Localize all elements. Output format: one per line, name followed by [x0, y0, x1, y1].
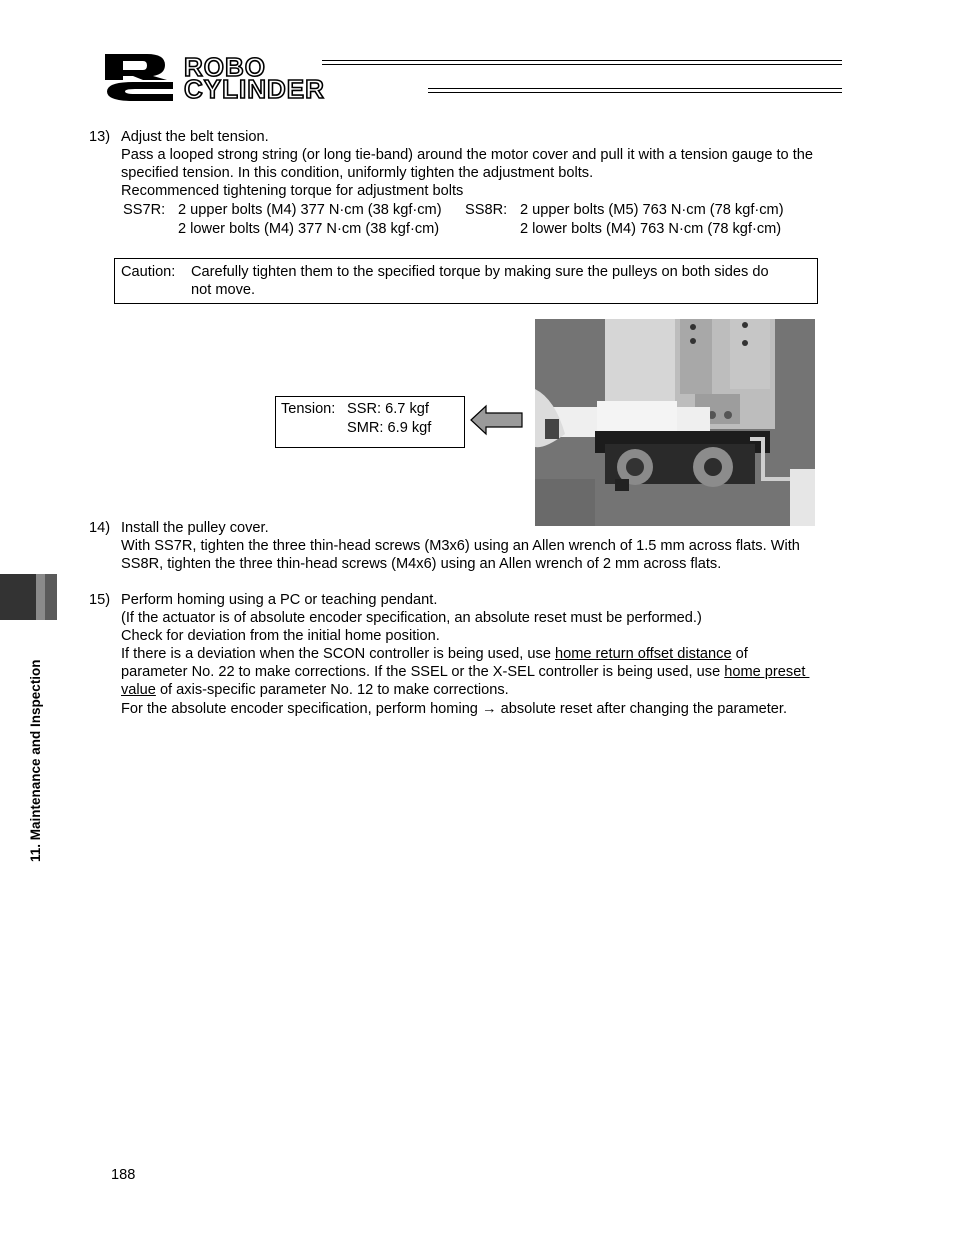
- tension-label: Tension:: [281, 401, 336, 417]
- torque-value: 2 lower bolts (M4) 763 N·cm (78 kgf·cm): [520, 221, 782, 237]
- step-number: 13): [89, 129, 111, 145]
- rc-logo-mark: [103, 52, 179, 102]
- paragraph-line: Pass a looped strong string (or long tie-band) around the motor cover and pull it with a tension gauge to the: [121, 147, 813, 163]
- model-label-ss7r: SS7R:: [123, 202, 166, 218]
- text-span: parameter No. 22 to make corrections. If the SSEL or the X-SEL controller is being used, use: [121, 664, 725, 680]
- model-label-ss8r: SS8R:: [465, 202, 508, 218]
- caution-text: Carefully tighten them to the specified torque by making sure the pulleys on both sides do: [191, 264, 769, 280]
- chapter-tab-stripe: [36, 574, 45, 620]
- paragraph-line: [121, 645, 748, 663]
- paragraph-line: Check for deviation from the initial home position.: [121, 628, 440, 644]
- header-rule-bottom: [428, 88, 842, 93]
- paragraph-line: For the absolute encoder specification, perform homing → absolute reset after changing the parameter.: [121, 701, 788, 717]
- step-number: 14): [89, 520, 111, 536]
- chapter-tab-stripe: [45, 574, 57, 620]
- step-title: Adjust the belt tension.: [121, 129, 269, 145]
- parameter-term: value: [121, 682, 156, 698]
- actuator-belt-photo: [535, 319, 815, 526]
- paragraph-line: With SS7R, tighten the three thin-head screws (M3x6) using an Allen wrench of 1.5 mm across flats. With: [121, 538, 800, 554]
- paragraph-line: Recommenced tightening torque for adjustment bolts: [121, 183, 464, 199]
- chapter-label: 11. Maintenance and Inspection: [28, 659, 43, 862]
- caution-text: not move.: [191, 282, 256, 298]
- header-rule-top: [322, 60, 842, 65]
- tension-value: SSR: 6.7 kgf: [347, 401, 429, 417]
- logo-word-cylinder: CYLINDER: [184, 74, 325, 104]
- parameter-term: home return offset distance: [555, 646, 732, 662]
- paragraph-line: specified tension. In this condition, uniformly tighten the adjustment bolts.: [121, 165, 594, 181]
- chapter-tab: [0, 574, 36, 620]
- step-title: Perform homing using a PC or teaching pendant.: [121, 592, 438, 608]
- arrow-left-icon: [470, 404, 524, 436]
- paragraph-line: (If the actuator is of absolute encoder specification, an absolute reset must be performed.): [121, 610, 702, 626]
- caution-label: Caution:: [121, 264, 176, 280]
- paragraph-line: [121, 681, 509, 699]
- torque-value: 2 lower bolts (M4) 377 N·cm (38 kgf·cm): [178, 221, 440, 237]
- logo-word-robo: ROBO: [184, 52, 266, 82]
- paragraph-line: SS8R, tighten the three thin-head screws (M4x6) using an Allen wrench of 2 mm across flats.: [121, 556, 722, 572]
- text-span: of: [731, 646, 748, 662]
- parameter-term: home preset: [724, 664, 810, 680]
- torque-value: 2 upper bolts (M4) 377 N·cm (38 kgf·cm): [178, 202, 442, 218]
- step-title: Install the pulley cover.: [121, 520, 269, 536]
- paragraph-line: [121, 663, 809, 681]
- torque-value: 2 upper bolts (M5) 763 N·cm (78 kgf·cm): [520, 202, 784, 218]
- text-span: If there is a deviation when the SCON controller is being used, use: [121, 646, 555, 662]
- step-number: 15): [89, 592, 111, 608]
- text-span: of axis-specific parameter No. 12 to make corrections.: [155, 682, 509, 698]
- tension-value: SMR: 6.9 kgf: [347, 420, 432, 436]
- page-number: 188: [111, 1167, 136, 1183]
